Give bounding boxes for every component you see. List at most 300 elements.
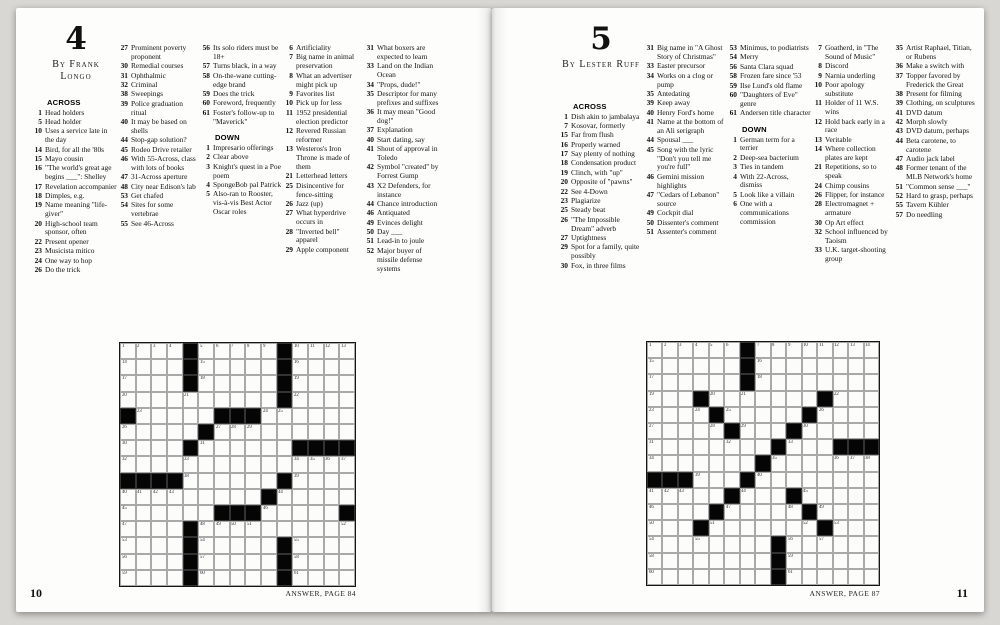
clue [365,237,444,246]
clue [894,164,978,182]
clue [365,108,444,126]
clue-text: Descriptor for many prefixes and suffixes [377,88,439,107]
grid-cell [709,520,724,536]
grid-cell-number: 25 [278,408,283,414]
clue-number: 51 [895,181,903,191]
grid-cell [292,505,308,521]
grid-cell-number: 24 [694,407,700,413]
clue-text: Name meaning "life-giver" [45,200,108,219]
grid-cell [709,423,724,439]
clue-text: Uptightness [571,232,607,242]
grid-cell [771,391,786,407]
clue-number: 10 [285,98,293,108]
grid-cell-black [740,374,755,390]
grid-cell [709,569,724,585]
grid-cell-black [864,439,879,455]
grid-cell-number: 4 [694,343,698,348]
clue-text: Letterhead letters [296,171,348,181]
grid-cell [662,439,677,455]
clue-text: Rodeo Drive retailer [131,144,192,154]
grid-cell-black [771,536,786,552]
grid-cell [662,342,677,358]
grid-cell [214,359,230,375]
grid-cell [693,358,708,374]
grid-cell [339,424,355,440]
grid-cell-number: 57 [818,537,824,543]
grid-cell-number: 3 [679,343,682,348]
grid-cell [120,392,136,408]
grid-cell-number: 27 [648,424,654,429]
grid-cell-black [183,521,199,537]
clue-text: With 22-Across, dismiss [740,171,789,190]
clue-number: 24 [34,255,42,265]
grid-cell [261,505,277,521]
clue [365,209,444,218]
grid-cell [864,504,879,520]
clue-number: 53 [729,43,737,52]
clue-number: 57 [895,209,903,219]
grid-cell [339,537,355,553]
clue-text: Gemini mission highlights [657,171,705,190]
clue-text: Ophthalmic [131,70,166,80]
grid-cell-number: 15 [199,360,205,365]
grid-cell [308,505,324,521]
grid-cell [724,553,739,569]
grid-cell [120,424,136,440]
clue-text: Artist Raphael, Titian, or Rubens [906,43,972,61]
clue [559,206,644,215]
clue-text: Impresario offerings [213,142,274,152]
clue-number: 12 [285,125,293,135]
grid-cell [740,439,755,455]
clue-number: 58 [729,71,737,81]
clue-number: 42 [895,117,903,126]
clue-number: 20 [560,177,568,187]
grid-cell-number: 50 [231,522,236,527]
grid-cell-black [802,504,817,520]
grid-cell [833,569,848,585]
clues-column-5 [365,44,444,274]
clue-text: Works on a clog or pump [657,70,714,89]
clues-column-9 [813,44,891,265]
grid-cell [802,391,817,407]
grid-cell [308,408,324,424]
grid-cell [339,343,355,359]
clue-number: 51 [646,227,654,236]
grid-cell [678,358,693,374]
grid-cell [308,554,324,570]
clue-number: 60 [202,98,210,108]
grid-cell [693,553,708,569]
clue-number: 19 [560,167,568,177]
grid-cell-number: 13 [340,344,346,349]
clue-number: 12 [814,116,822,126]
grid-cell [261,375,277,391]
clue-number: 4 [733,171,737,181]
grid-cell [662,520,677,536]
grid-cell [339,408,355,424]
grid-cell [324,537,340,553]
clue [894,44,978,62]
clue [284,145,363,172]
grid-cell [647,504,662,520]
grid-cell-number: 57 [199,554,205,560]
grid-cell [817,472,832,488]
clues-column-4 [284,44,363,255]
grid-cell [771,472,786,488]
grid-cell [245,375,261,391]
grid-cell [771,423,786,439]
clue-number: 2 [733,152,737,162]
clue [284,228,363,246]
grid-cell [724,374,739,390]
grid-cell [167,570,183,586]
clues-column-8 [728,44,811,227]
grid-cell-number: 44 [278,489,283,495]
grid-cell-number: 49 [215,522,221,527]
grid-cell [136,359,152,375]
clue-number: 32 [120,80,128,89]
grid-cell-number: 19 [648,391,654,397]
clue-text: Symbol "created" by Forrest Gump [377,162,439,181]
clue-text: Mayo cousin [45,153,84,163]
grid-cell-black [848,439,863,455]
grid-cell-number: 3 [152,344,156,349]
clue-number: 13 [285,144,293,154]
grid-cell [864,407,879,423]
clue [894,62,978,71]
grid-cell-black [771,553,786,569]
grid-cell [771,358,786,374]
clue-number: 13 [814,134,822,144]
grid-cell [183,456,199,472]
grid-cell-number: 37 [849,456,855,462]
grid-cell-number: 47 [725,505,731,510]
grid-cell [786,439,801,455]
clue-number: 3 [206,161,210,171]
grid-cell [693,488,708,504]
clue-number: 39 [646,98,654,108]
grid-cell [709,358,724,374]
clue-text: Do needling [906,209,943,219]
clue-number: 48 [895,163,903,173]
grid-cell-number: 14 [865,343,870,348]
clue-text: Present for filming [906,88,962,98]
grid-cell [151,489,167,505]
grid-cell [292,554,308,570]
clue-text: Criminal [131,80,158,89]
grid-cell [678,536,693,552]
grid-cell [864,374,879,390]
grid-cell-number: 39 [293,473,299,479]
clue-number: 30 [120,61,128,71]
clue-text: Ilse Lund's old flame [740,80,803,90]
grid-cell-number: 12 [325,344,330,349]
grid-cell [245,537,261,553]
clue-number: 17 [34,181,42,191]
clue-text: Lead-in to joule [377,236,425,246]
grid-cell-number: 41 [137,489,142,495]
clue-text: Spot for a family, quite possibly [571,242,640,261]
clue [284,127,363,145]
clue-text: Flipper, for instance [825,190,885,199]
grid-cell [308,424,324,440]
grid-cell [647,423,662,439]
grid-cell-black [817,520,832,536]
grid-cell [740,423,755,439]
grid-cell [802,488,817,504]
clue [813,44,891,62]
clue [365,126,444,135]
grid-cell [833,407,848,423]
grid-cell [214,570,230,586]
grid-cell [183,424,199,440]
grid-cell [151,424,167,440]
grid-cell [136,505,152,521]
grid-cell [324,521,340,537]
clue-text: Former tenant of the MLB Network's home [906,163,973,182]
grid-cell [120,456,136,472]
clue-text: Steady beat [571,205,606,215]
clue-text: X2 Defenders, for instance [377,180,431,199]
grid-cell-number: 1 [648,343,651,348]
clue [119,62,200,71]
grid-cell-black [277,343,293,359]
clue-number: 41 [895,107,903,117]
clue-text: "Props, dude!" [377,79,421,89]
clue-number: 11 [286,107,293,117]
clue-text: Deep-sea bacterium [740,152,799,162]
grid-cell [308,359,324,375]
grid-cell-black [740,358,755,374]
grid-cell-black [214,408,230,424]
grid-cell [724,455,739,471]
clue-number: 36 [366,107,374,117]
clue-number: 1 [733,134,737,144]
grid-cell-number: 13 [849,343,855,348]
clue [119,90,200,99]
grid-cell-number: 26 [818,407,824,413]
clue-text: See 46-Across [131,218,174,228]
grid-cell-number: 29 [741,424,747,429]
grid-cell [662,569,677,585]
clue-text: Chance introduction [377,198,438,208]
clue-number: 57 [202,61,210,71]
grid-cell-number: 2 [663,343,667,348]
clue [33,164,118,182]
grid-cell-number: 59 [121,570,127,576]
grid-cell-number: 48 [199,522,205,527]
grid-cell-black [183,359,199,375]
grid-cell-number: 7 [756,343,760,348]
grid-cell [151,408,167,424]
clue-text: Clear above [213,152,249,162]
grid-cell [292,408,308,424]
grid-cell [833,374,848,390]
grid-cell [214,440,230,456]
clue [201,163,282,181]
grid-cell [848,553,863,569]
clue-number: 14 [34,144,42,154]
clue-number: 46 [646,171,654,181]
clue-number: 9 [289,88,293,98]
grid-cell-number: 29 [246,425,252,430]
clue-text: Shout of approval in Toledo [377,144,438,162]
clue-text: Frozen fare since '53 [740,71,802,81]
grid-cell-number: 45 [121,506,127,511]
grid-cell [647,407,662,423]
clue-text: Dimples, e.g. [45,190,85,200]
clue [119,201,200,219]
clue-text: Its solo riders must be 18+ [213,43,279,61]
grid-cell-number: 56 [121,554,127,560]
grid-cell [771,504,786,520]
clue [728,163,811,172]
grid-cell [802,374,817,390]
clue [894,137,978,155]
grid-cell [755,374,770,390]
clue-text: City near Edison's lab [131,181,196,191]
grid-cell [864,553,879,569]
grid-cell [198,440,214,456]
clue [284,209,363,227]
grid-cell-number: 1 [121,344,124,349]
grid-cell [167,456,183,472]
grid-cell-number: 10 [293,344,299,349]
grid-cell [245,343,261,359]
grid-cell [647,358,662,374]
grid-cell [864,488,879,504]
grid-cell [848,374,863,390]
grid-cell-black [339,505,355,521]
grid-cell [261,424,277,440]
clue-number: 18 [560,158,568,168]
grid-cell [324,343,340,359]
clue-text: See 4-Down [571,186,608,196]
clue [645,191,725,209]
clue-number: 27 [560,232,568,242]
clue-text: Properly warned [571,139,621,149]
clue-number: 28 [814,199,822,209]
clue-text: One with a communications commission [740,199,789,226]
grid-cell [339,473,355,489]
clue-number: 55 [895,200,903,210]
clue-text: Evinces delight [377,217,423,227]
grid-cell [771,455,786,471]
grid-cell [198,489,214,505]
clue-number: 28 [285,226,293,236]
grid-cell-number: 53 [834,521,839,526]
clue-text: SpongeBob pal Patrick [213,179,282,189]
grid-cell [740,569,755,585]
grid-cell [678,391,693,407]
answer-note: ANSWER, PAGE 87 [809,589,880,598]
clue-text: Big name in "A Ghost Story of Christmas" [657,43,723,61]
clue-number: 54 [120,200,128,210]
grid-cell [709,553,724,569]
clue-number: 52 [895,191,903,200]
clue [201,72,282,90]
grid-cell [786,472,801,488]
grid-cell [709,455,724,471]
clue-number: 25 [560,205,568,215]
clue-text: Op Art effect [825,217,864,227]
grid-cell [709,342,724,358]
grid-cell [755,488,770,504]
grid-cell-number: 34 [648,456,654,462]
grid-cell-number: 18 [756,375,762,381]
grid-cell [339,359,355,375]
grid-cell-black [183,375,199,391]
clue-text: It may mean "Good dog!" [377,107,436,125]
grid-cell-black [802,407,817,423]
clue-number: 33 [814,245,822,255]
grid-cell [261,392,277,408]
clue-number: 21 [814,162,822,172]
grid-cell [724,439,739,455]
grid-cell [277,489,293,505]
grid-cell-black [647,472,662,488]
grid-cell-number: 5 [199,344,203,349]
clue-text: Opposite of "pawns" [571,177,633,187]
grid-cell-number: 18 [199,376,205,382]
clues-column-3 [201,44,282,217]
grid-cell-number: 40 [121,489,127,495]
grid-cell [167,440,183,456]
grid-cell-number: 9 [262,344,265,349]
clue-number: 6 [733,199,737,209]
grid-cell-black [709,504,724,520]
grid-cell [324,570,340,586]
grid-cell [693,439,708,455]
clue [365,145,444,163]
grid-cell [167,375,183,391]
grid-cell [709,488,724,504]
grid-cell [324,375,340,391]
grid-cell-number: 7 [231,344,234,349]
grid-cell-number: 16 [293,360,299,365]
grid-cell [230,554,246,570]
grid-cell [339,570,355,586]
grid-cell-number: 37 [340,457,346,463]
puzzle-byline: By Frank Longo [52,59,100,82]
grid-cell-number: 31 [648,440,654,445]
grid-cell [771,342,786,358]
grid-cell-black [771,569,786,585]
grid-cell-black [214,505,230,521]
clue-number: 7 [818,43,822,52]
grid-cell [693,472,708,488]
grid-cell-black [693,520,708,536]
clue [645,99,725,108]
grid-cell [786,520,801,536]
clue-text: Stop-gap solution? [131,135,187,145]
clue-text: Hold back early in a race [825,116,885,135]
grid-cell [308,570,324,586]
clues-column-1 [33,96,118,275]
grid-cell [678,504,693,520]
clue-number: 22 [34,236,42,246]
grid-cell-black [245,505,261,521]
clue-number: 25 [285,180,293,190]
grid-cell [709,391,724,407]
grid-cell [755,423,770,439]
grid-cell-number: 28 [710,424,716,429]
grid-cell [245,392,261,408]
grid-cell [292,424,308,440]
clue-number: 40 [120,117,128,126]
grid-cell [817,439,832,455]
